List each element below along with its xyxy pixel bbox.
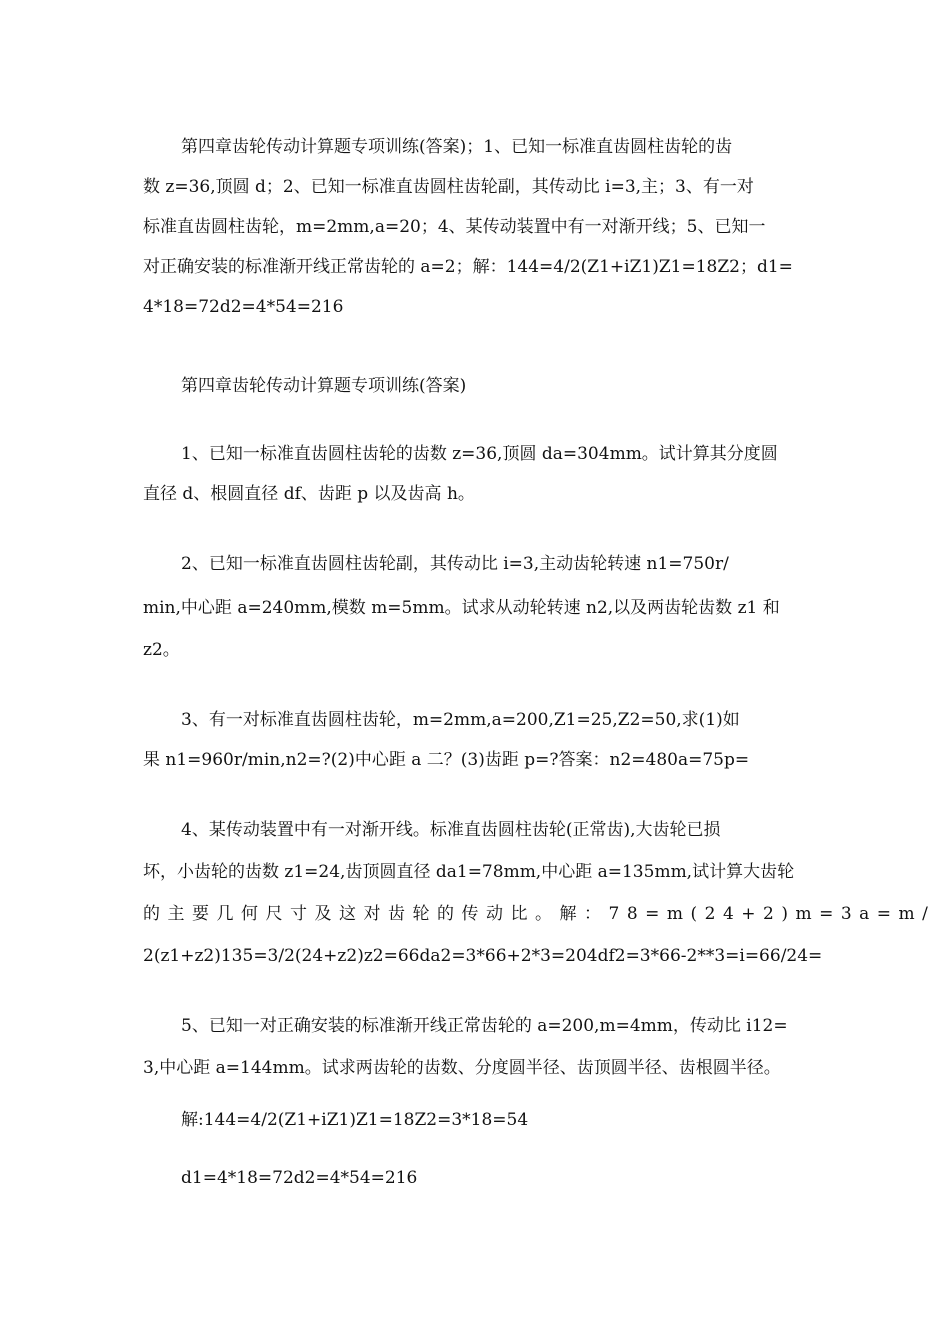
summary-line-4: 对正确安装的标准渐开线正常齿轮的 a=2；解：144=4/2(Z1+iZ1)Z1=18Z2；d1= — [143, 257, 793, 277]
summary-line-2: 数 z=36,顶圆 d；2、已知一标准直齿圆柱齿轮副，其传动比 i=3,主；3、有一对 — [143, 177, 754, 197]
q4-line-1: 4、某传动装置中有一对渐开线。标准直齿圆柱齿轮(正常齿),大齿轮已损 — [181, 820, 721, 840]
q3-line-2: 果 n1=960r/min,n2=?(2)中心距 a 二？(3)齿距 p=?答案：n2=480a=75p= — [143, 750, 750, 770]
summary-line-3: 标准直齿圆柱齿轮，m=2mm,a=20；4、某传动装置中有一对渐开线；5、已知一 — [143, 217, 766, 237]
q1-line-2: 直径 d、根圆直径 df、齿距 p 以及齿高 h。 — [143, 484, 475, 504]
q4-line-4: 2(z1+z2)135=3/2(24+z2)z2=66da2=3*66+2*3=204df2=3*66-2**3=i=66/24= — [143, 946, 823, 966]
section-title: 第四章齿轮传动计算题专项训练(答案) — [181, 376, 467, 396]
q4-line-2: 坏，小齿轮的齿数 z1=24,齿顶圆直径 da1=78mm,中心距 a=135mm,试计算大齿轮 — [143, 862, 795, 882]
q2-line-3: z2。 — [143, 640, 180, 660]
q5-solution-line-2: d1=4*18=72d2=4*54=216 — [181, 1168, 418, 1188]
q2-line-1: 2、已知一标准直齿圆柱齿轮副，其传动比 i=3,主动齿轮转速 n1=750r/ — [181, 554, 729, 574]
q5-line-2: 3,中心距 a=144mm。试求两齿轮的齿数、分度圆半径、齿顶圆半径、齿根圆半径。 — [143, 1058, 781, 1078]
q2-line-2: min,中心距 a=240mm,模数 m=5mm。试求从动轮转速 n2,以及两齿轮齿数 z1 和 — [143, 598, 780, 618]
q4-line-3: 的主要几何尺寸及这对齿轮的传动比。解：78=m(24+2)m=3a=m/ — [143, 904, 936, 924]
q5-line-1: 5、已知一对正确安装的标准渐开线正常齿轮的 a=200,m=4mm，传动比 i12= — [181, 1016, 788, 1036]
summary-line-1: 第四章齿轮传动计算题专项训练(答案)；1、已知一标准直齿圆柱齿轮的齿 — [181, 137, 733, 157]
q5-solution-line-1: 解:144=4/2(Z1+iZ1)Z1=18Z2=3*18=54 — [181, 1110, 529, 1130]
summary-line-5: 4*18=72d2=4*54=216 — [143, 297, 344, 317]
q1-line-1: 1、已知一标准直齿圆柱齿轮的齿数 z=36,顶圆 da=304mm。试计算其分度圆 — [181, 444, 778, 464]
q3-line-1: 3、有一对标准直齿圆柱齿轮，m=2mm,a=200,Z1=25,Z2=50,求(1)如 — [181, 710, 740, 730]
